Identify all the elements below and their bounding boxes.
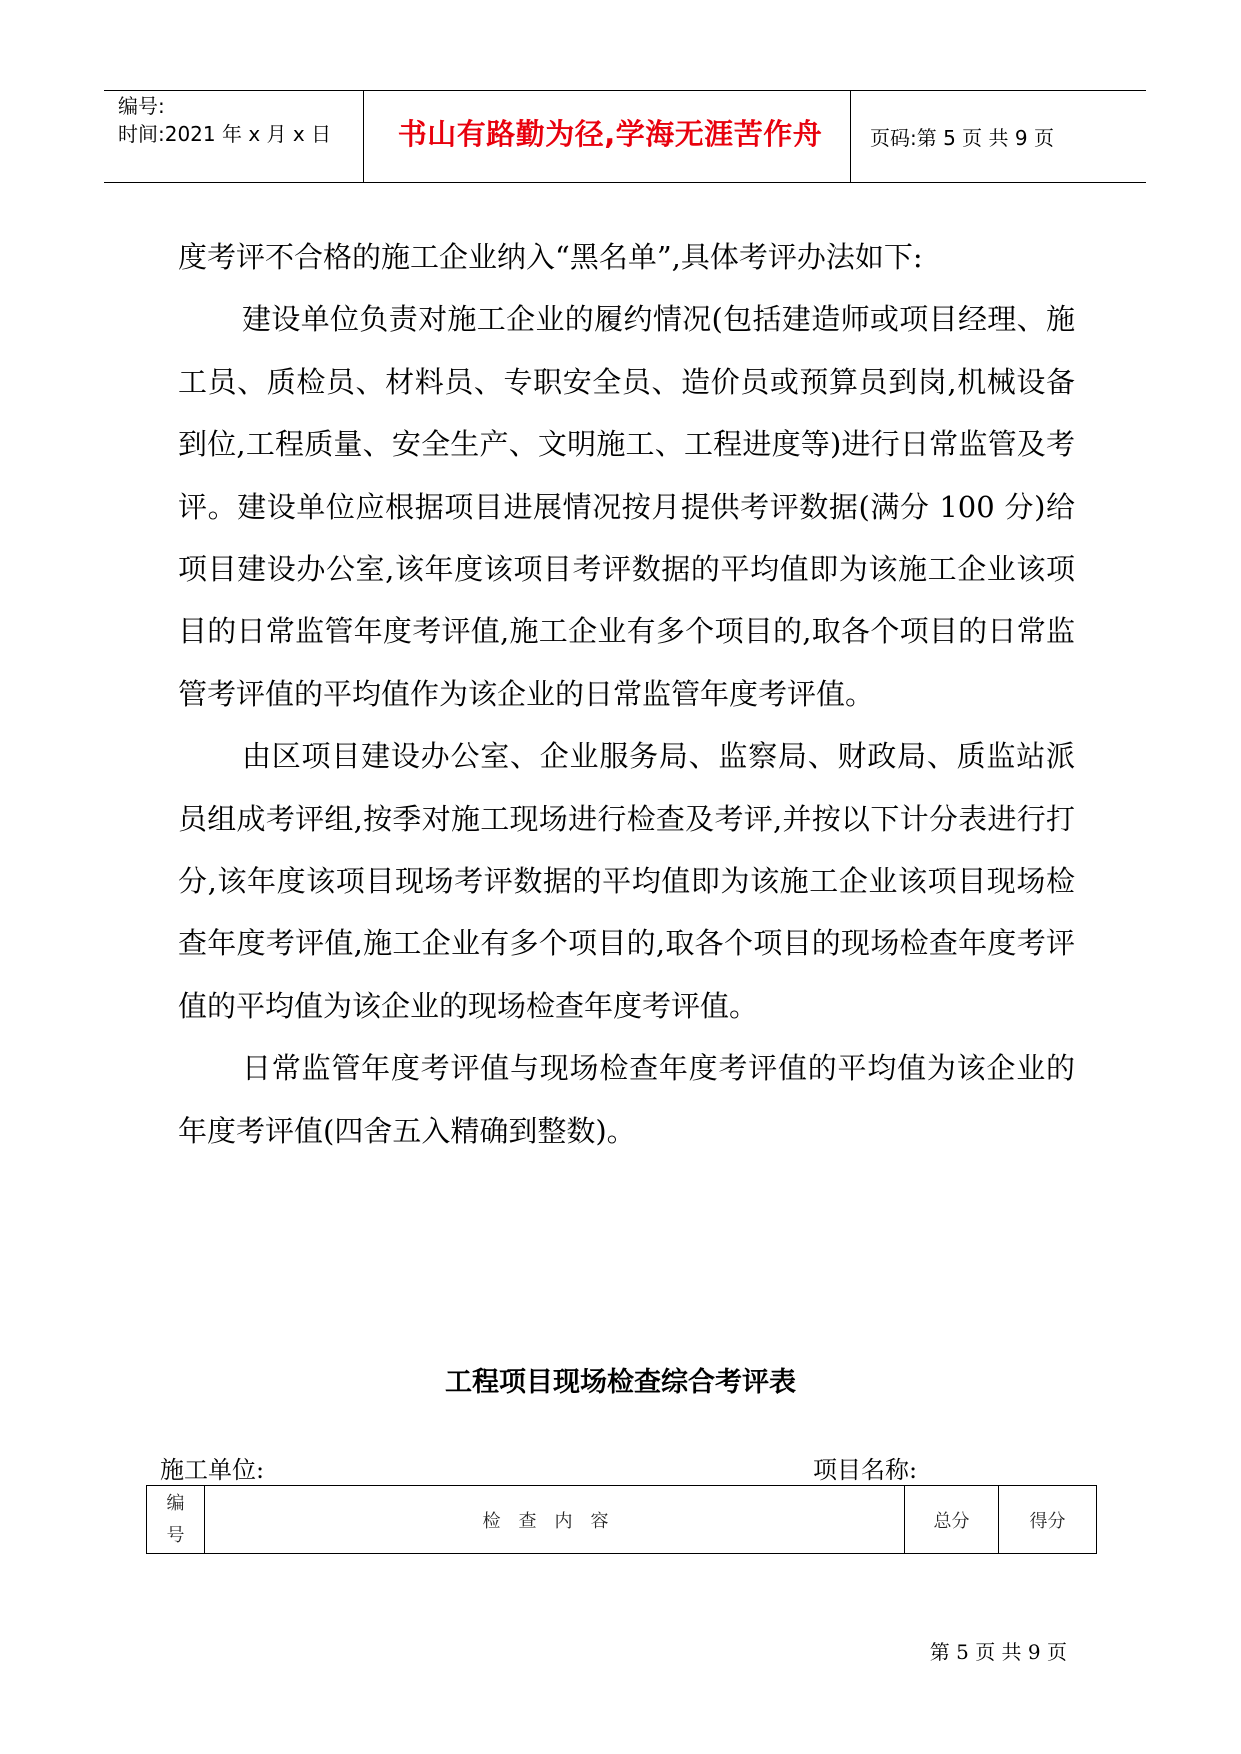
body-paragraph: 日常监管年度考评值与现场检查年度考评值的平均值为该企业的年度考评值(四舍五入精确到整数)。 <box>178 1051 1075 1148</box>
project-name-label: 项目名称: <box>813 1456 918 1484</box>
header-top-rule <box>104 90 1146 91</box>
body-paragraph: 由区项目建设办公室、企业服务局、监察局、财政局、质监站派员组成考评组,按季对施工现场进行检查及考评,并按以下计分表进行打分,该年度该项目现场考评数据的平均值即为该施工企业该项目现场检查年度考评值,施工企业有多个项目的,取各个项目的现场检查年度考评值的平均值为该企业的现场检查年度考评值。 <box>178 739 1075 1023</box>
column-header-score: 得分 <box>1029 1510 1066 1532</box>
header-bottom-rule <box>104 182 1146 183</box>
document-time-label: 时间:2021 年 x 月 x 日 <box>118 122 332 146</box>
header-divider-right <box>850 90 851 182</box>
page-footer: 第 5 页 共 9 页 <box>929 1640 1067 1664</box>
header-motto: 书山有路勤为径,学海无涯苦作舟 <box>397 117 823 151</box>
column-header-number-bottom: 号 <box>166 1524 185 1546</box>
column-header-content: 检查内容 <box>205 1486 905 1553</box>
header-page-number: 页码:第 5 页 共 9 页 <box>870 126 1054 150</box>
column-header-total: 总分 <box>905 1486 999 1553</box>
column-header-number-top: 编 <box>166 1492 185 1514</box>
body-paragraph: 度考评不合格的施工企业纳入“黑名单”,具体考评办法如下: <box>178 240 923 274</box>
table-title: 工程项目现场检查综合考评表 <box>445 1367 796 1398</box>
header-meta <box>118 92 363 148</box>
document-number-label: 编号: <box>118 94 165 118</box>
construction-unit-label: 施工单位: <box>160 1456 265 1484</box>
header-divider-left <box>363 90 364 182</box>
document-body <box>178 226 1075 1162</box>
body-paragraph: 建设单位负责对施工企业的履约情况(包括建造师或项目经理、施工员、质检员、材料员、专职安全员、造价员或预算员到岗,机械设备到位,工程质量、安全生产、文明施工、工程进度等)进行日常监管及考评。建设单位应根据项目进展情况按月提供考评数据(满分 100 分)给项目建设办公室,该年度该项目考评数据的平均值即为该施工企业该项目的日常监管年度考评值,施工企业有多个项目的,取各个项目的日常监管考评值的平均值作为该企业的日常监管年度考评值。 <box>178 302 1075 711</box>
column-header-number <box>147 1486 205 1553</box>
evaluation-table <box>146 1485 1097 1554</box>
